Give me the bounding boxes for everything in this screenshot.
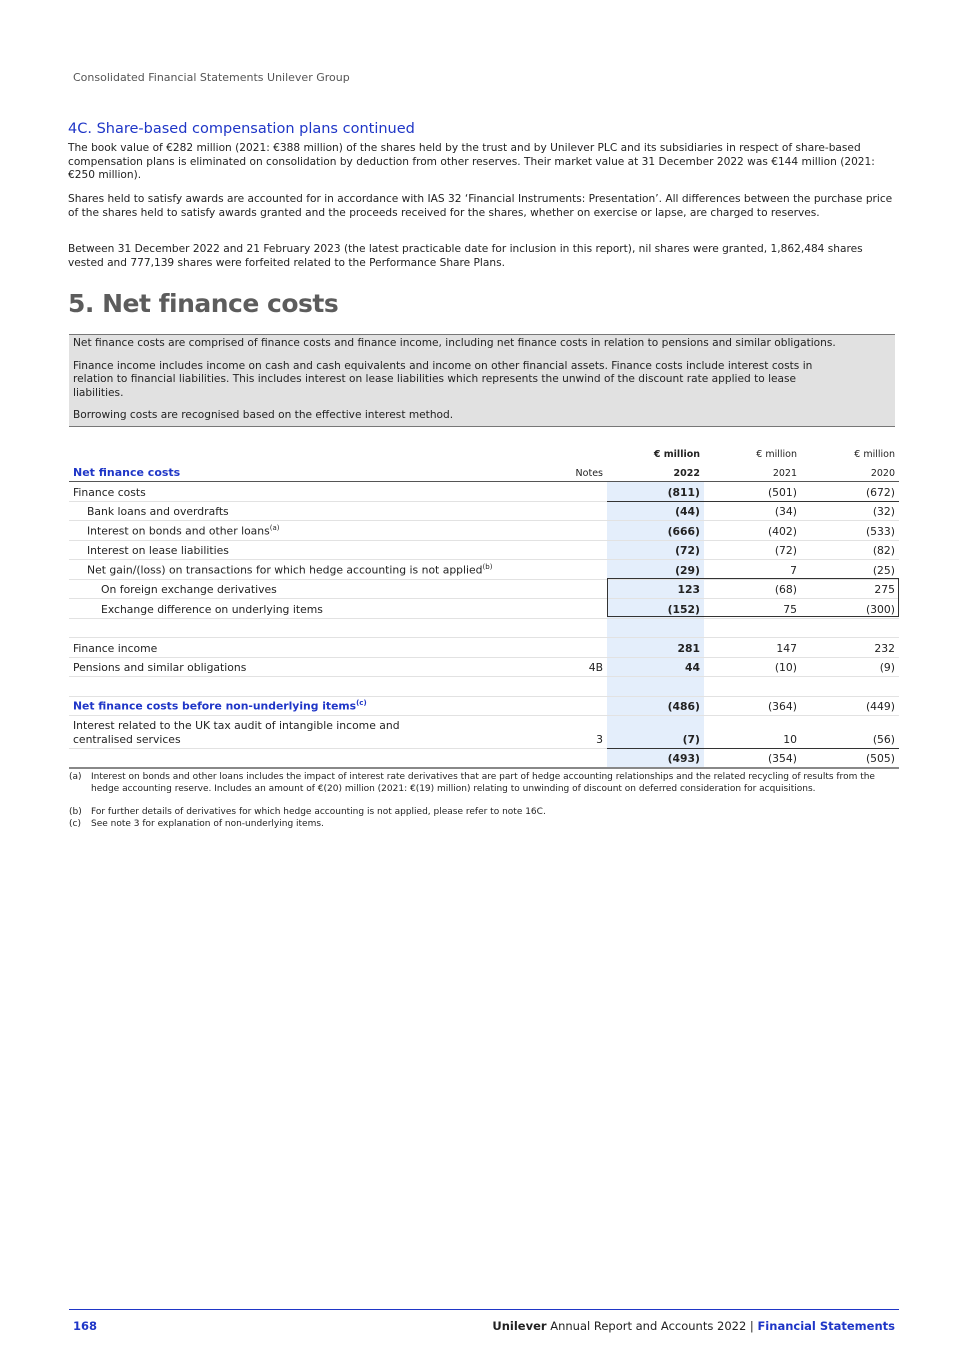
value-2021: (72) xyxy=(704,540,801,560)
value-2020: (9) xyxy=(801,657,899,677)
footer-text: Unilever Annual Report and Accounts 2022 | Financial Statements xyxy=(492,1319,895,1333)
notes-header: Notes xyxy=(529,462,607,482)
value-2020: 232 xyxy=(801,638,899,658)
table-row xyxy=(69,521,899,541)
value-2021: (402) xyxy=(704,521,801,541)
value-2021: (364) xyxy=(704,696,801,716)
table-row xyxy=(69,638,899,658)
value-2021: (354) xyxy=(704,749,801,769)
unit-header: € million xyxy=(854,449,895,460)
value-2022: 281 xyxy=(607,638,704,658)
value-2021: (34) xyxy=(704,501,801,521)
row-label: Net gain/(loss) on transactions for which hedge accounting is not applied$^{(b)}$ xyxy=(69,560,529,580)
row-note xyxy=(529,638,607,658)
policy-text: Finance income includes income on cash and cash equivalents and income on other financial assets. Finance costs include interest costs in relation to financial liabilities. This includes interest on lease liabilities which represents the unwind of the discount rate applied to lease liabilities. xyxy=(73,359,813,399)
year-header: 2022 xyxy=(607,462,704,482)
value-2022: (44) xyxy=(607,501,704,521)
row-label: Interest on bonds and other loans$^{(a)}$ xyxy=(69,521,529,541)
unit-header: € million xyxy=(653,449,700,460)
row-label: Pensions and similar obligations xyxy=(69,657,529,677)
table-row xyxy=(69,482,899,502)
value-2020: 275 xyxy=(801,579,899,599)
unit-header: € million xyxy=(756,449,797,460)
row-note xyxy=(529,482,607,502)
value-2020: (56) xyxy=(801,716,899,749)
row-note xyxy=(529,560,607,580)
value-2020: (300) xyxy=(801,599,899,619)
value-2021: (10) xyxy=(704,657,801,677)
footer-divider xyxy=(69,1309,899,1310)
section-5-title: 5. Net finance costs xyxy=(68,289,339,318)
row-note xyxy=(529,540,607,560)
table-row xyxy=(69,696,899,716)
row-note xyxy=(529,521,607,541)
value-2021: 7 xyxy=(704,560,801,580)
row-note: 4B xyxy=(529,657,607,677)
value-2022: (29) xyxy=(607,560,704,580)
page-number: 168 xyxy=(73,1319,98,1333)
value-2022: (7) xyxy=(607,716,704,749)
row-label xyxy=(69,749,529,769)
value-2020: (25) xyxy=(801,560,899,580)
table-row xyxy=(69,657,899,677)
value-2021: 75 xyxy=(704,599,801,619)
value-2020: (449) xyxy=(801,696,899,716)
running-header: Consolidated Financial Statements Unilever Group xyxy=(73,71,350,84)
highlight-box xyxy=(607,578,899,617)
row-note xyxy=(529,696,607,716)
year-header: 2021 xyxy=(704,462,801,482)
row-note xyxy=(529,579,607,599)
footnote: (a) Interest on bonds and other loans includes the impact of interest rate derivatives that are part of hedge accounting relationships and the related recycling of results from the hedge accounting reserve. Includes an amount of €(20) million (2021: €(19) million) relating to unwinding of discount on deferred consideration for acquisitions. xyxy=(69,772,875,794)
value-2022: 44 xyxy=(607,657,704,677)
policy-text: Net finance costs are comprised of finance costs and finance income, including net finance costs in relation to pensions and similar obligations. xyxy=(73,337,836,349)
value-2020: (533) xyxy=(801,521,899,541)
year-header: 2020 xyxy=(801,462,899,482)
policy-text: Borrowing costs are recognised based on the effective interest method. xyxy=(73,409,454,422)
value-2021: (501) xyxy=(704,482,801,502)
value-2022: (486) xyxy=(607,696,704,716)
value-2020: (82) xyxy=(801,540,899,560)
accounting-policy-box xyxy=(69,334,895,427)
footnote: (c) See note 3 for explanation of non-underlying items. xyxy=(69,819,324,829)
value-2021: 147 xyxy=(704,638,801,658)
value-2020: (672) xyxy=(801,482,899,502)
row-label: Bank loans and overdrafts xyxy=(69,501,529,521)
table-row xyxy=(69,501,899,521)
table-row xyxy=(69,749,899,769)
value-2022: (72) xyxy=(607,540,704,560)
row-note xyxy=(529,599,607,619)
row-label: On foreign exchange derivatives xyxy=(69,579,529,599)
row-label: Finance income xyxy=(69,638,529,658)
value-2022: (152) xyxy=(607,599,704,619)
table-row xyxy=(69,540,899,560)
value-2022: (811) xyxy=(607,482,704,502)
value-2021: (68) xyxy=(704,579,801,599)
row-note xyxy=(529,749,607,769)
value-2022: (493) xyxy=(607,749,704,769)
value-2020: (32) xyxy=(801,501,899,521)
row-note xyxy=(529,501,607,521)
footnote: (b) For further details of derivatives for which hedge accounting is not applied, please refer to note 16C. xyxy=(69,807,546,817)
table-row xyxy=(69,716,899,749)
value-2022: (666) xyxy=(607,521,704,541)
value-2022: 123 xyxy=(607,579,704,599)
paragraph: Shares held to satisfy awards are accounted for in accordance with IAS 32 ‘Financial Instruments: Presentation’. All differences between the purchase price of the shares held to satisfy awards granted and the proceeds received for the shares, whether on exercise or lapse, are charged to reserves. xyxy=(68,193,893,219)
row-note: 3 xyxy=(529,716,607,749)
table-title: Net finance costs xyxy=(69,462,529,482)
row-label: Exchange difference on underlying items xyxy=(69,599,529,619)
row-label: Net finance costs before non-underlying items$^{(c)}$ xyxy=(69,696,529,716)
paragraph: The book value of €282 million (2021: €388 million) of the shares held by the trust and by Unilever PLC and its subsidiaries in respect of share-based compensation plans is eliminated on consolidation by deduction from other reserves. Their market value at 31 December 2022 was €144 million (2021: €250 million). xyxy=(68,142,875,182)
row-label: Interest on lease liabilities xyxy=(69,540,529,560)
paragraph: Between 31 December 2022 and 21 February 2023 (the latest practicable date for inclusion in this report), nil shares were granted, 1,862,484 shares vested and 777,139 shares were forfeited related to the Performance Share Plans. xyxy=(68,243,863,269)
row-label: Interest related to the UK tax audit of intangible income and centralised services xyxy=(69,716,529,749)
table-row xyxy=(69,560,899,580)
row-label: Finance costs xyxy=(69,482,529,502)
value-2021: 10 xyxy=(704,716,801,749)
value-2020: (505) xyxy=(801,749,899,769)
section-4c-title: 4C. Share-based compensation plans continued xyxy=(68,121,415,137)
